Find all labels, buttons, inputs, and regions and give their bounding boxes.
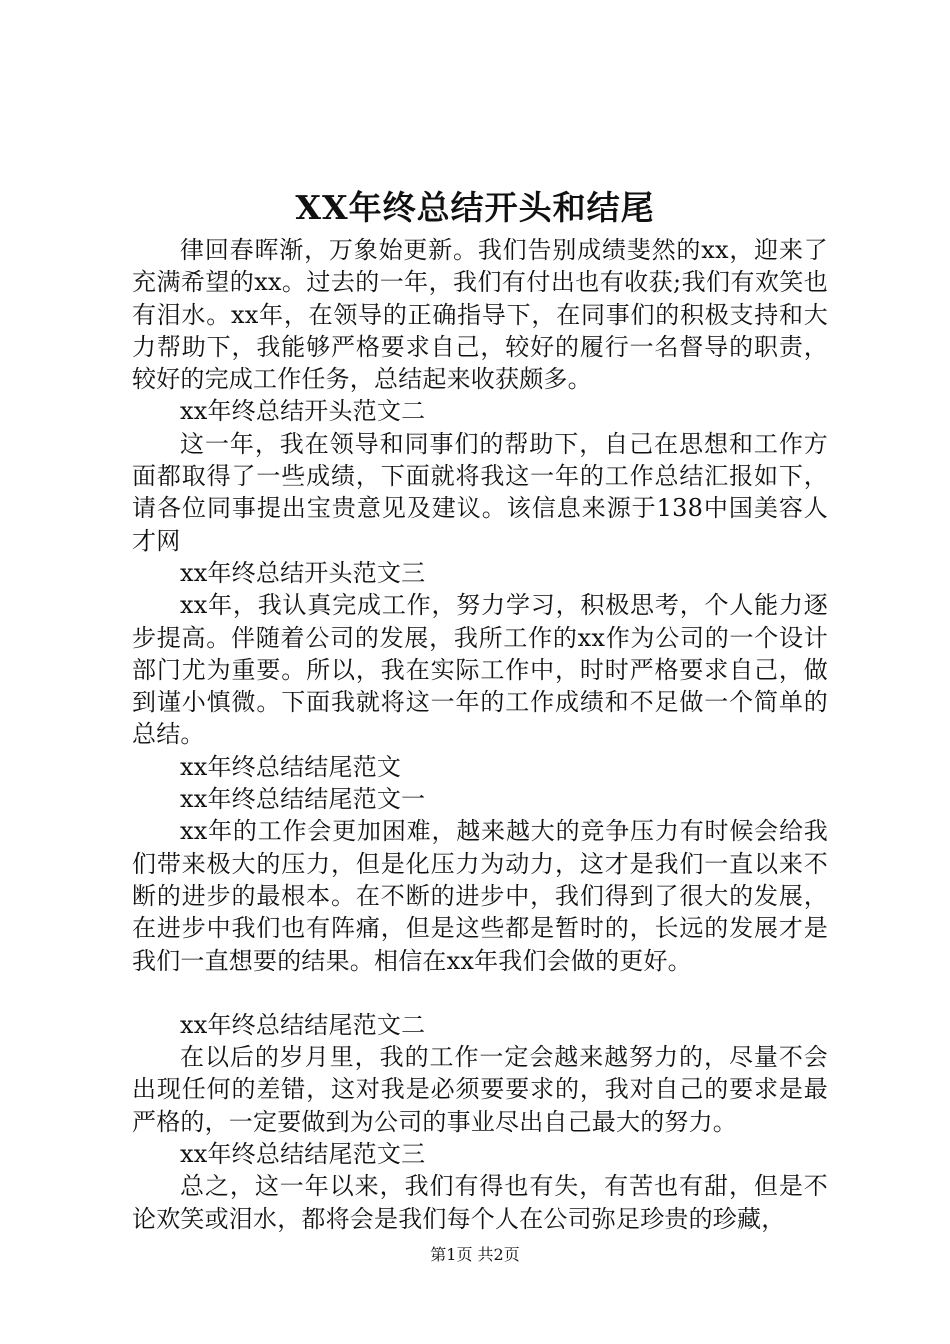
section-heading: xx年终总结结尾范文 — [180, 752, 402, 781]
page-footer: 第1页 共2页 — [430, 1245, 520, 1264]
paragraph: xx年，我认真完成工作，努力学习，积极思考，个人能力逐步提高。伴随着公司的发展，我所工作的xx作为公司的一个设计部门尤为重要。所以，我在实际工作中，时时严格要求自己，做到谨小慎微。下面我就将这一年的工作成绩和不足做一个简单的总结。 — [132, 591, 828, 749]
blank-line — [132, 977, 828, 1009]
section-heading: xx年终总结开头范文三 — [180, 558, 426, 587]
paragraph: 总之，这一年以来，我们有得也有失，有苦也有甜，但是不论欢笑或泪水，都将会是我们每个人在公司弥足珍贵的珍藏， — [132, 1172, 828, 1233]
section-heading: xx年终总结开头范文二 — [180, 397, 426, 426]
paragraph: 在以后的岁月里，我的工作一定会越来越努力的，尽量不会出现任何的差错，这对我是必须要要求的，我对自己的要求是最严格的，一定要做到为公司的事业尽出自己最大的努力。 — [132, 1043, 828, 1136]
paragraph: 律回春晖渐，万象始更新。我们告别成绩斐然的xx，迎来了充满希望的xx。过去的一年，我们有付出也有收获;我们有欢笑也有泪水。xx年，在领导的正确指导下，在同事们的积极支持和大力帮助下，我能够严格要求自己，较好的履行一名督导的职责，较好的完成工作任务，总结起来收获颇多。 — [132, 236, 828, 394]
document-body — [132, 234, 828, 1235]
document-title: XX年终总结开头和结尾 — [295, 188, 655, 227]
section-heading: xx年终总结结尾范文一 — [180, 785, 426, 814]
paragraph: xx年的工作会更加困难，越来越大的竞争压力有时候会给我们带来极大的压力，但是化压力为动力，这才是我们一直以来不断的进步的最根本。在不断的进步中，我们得到了很大的发展，在进步中我们也有阵痛，但是这些都是暂时的，长远的发展才是我们一直想要的结果。相信在xx年我们会做的更好。 — [132, 817, 828, 975]
section-heading: xx年终总结结尾范文三 — [180, 1140, 426, 1169]
paragraph: 这一年，我在领导和同事们的帮助下，自己在思想和工作方面都取得了一些成绩，下面就将我这一年的工作总结汇报如下，请各位同事提出宝贵意见及建议。该信息来源于138中国美容人才网 — [132, 429, 828, 555]
section-heading: xx年终总结结尾范文二 — [180, 1010, 426, 1039]
